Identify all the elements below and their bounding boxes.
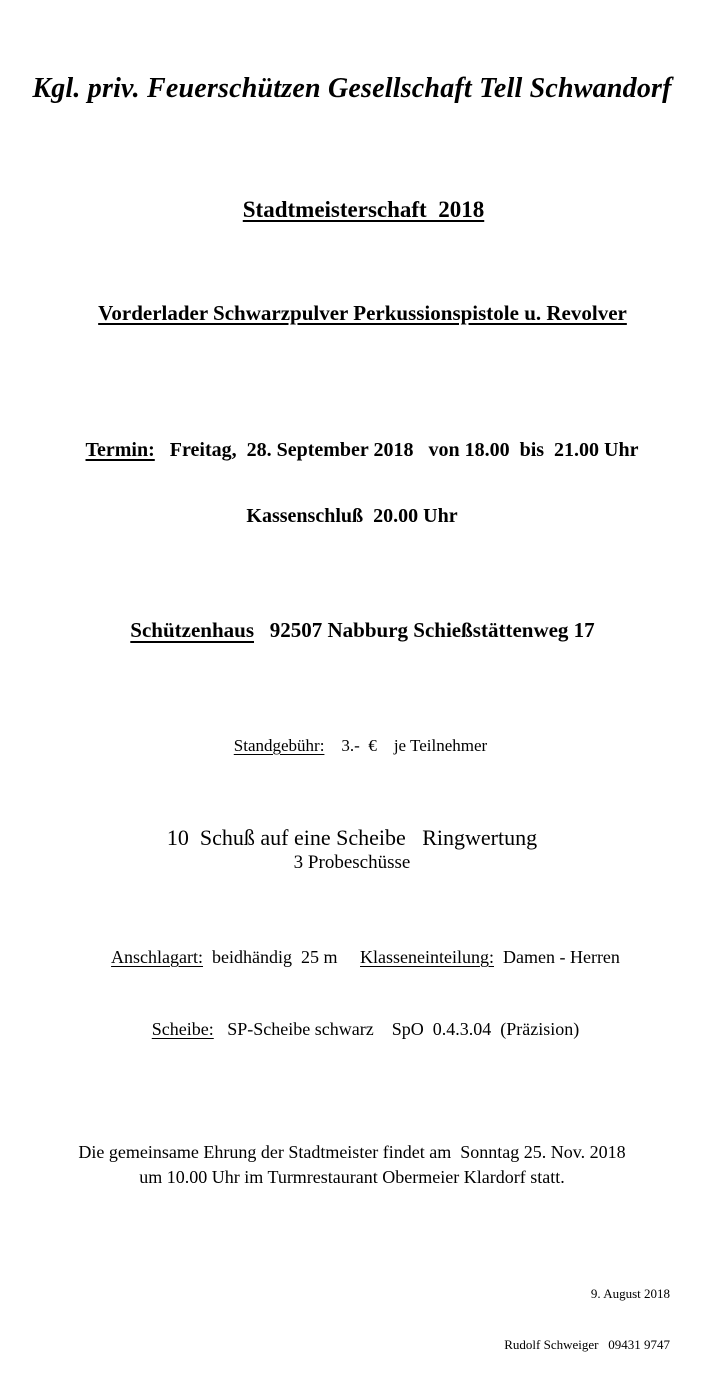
scheibe-value: SP-Scheibe schwarz SpO 0.4.3.04 (Präzision) xyxy=(213,1019,580,1039)
ehrung-paragraph xyxy=(0,1140,704,1190)
anschlagart-label: Anschlagart: xyxy=(111,947,204,967)
discipline-subtitle-text: Vorderlader Schwarzpulver Perkussionspistole u. Revolver xyxy=(98,301,627,325)
fee-line xyxy=(0,713,704,779)
document-page xyxy=(0,72,704,1352)
footer-block xyxy=(0,1251,704,1387)
club-name: Kgl. priv. Feuerschützen Gesellschaft Tell Schwandorf xyxy=(32,73,672,104)
ehrung-line-1: Die gemeinsame Ehrung der Stadtmeister findet am Sonntag 25. Nov. 2018 xyxy=(78,1142,626,1162)
anschlagart-value: beidhändig 25 m xyxy=(203,947,360,967)
footer-contact: Rudolf Schweiger 09431 9747 xyxy=(504,1337,670,1352)
termin-line xyxy=(0,411,704,489)
ehrung-line-2: um 10.00 Uhr im Turmrestaurant Obermeier Klardorf statt. xyxy=(139,1167,565,1187)
fee-label: Standgebühr: xyxy=(233,736,325,755)
venue-label: Schützenhaus xyxy=(130,618,254,642)
venue-value: 92507 Nabburg Schießstättenweg 17 xyxy=(254,618,595,642)
venue-line xyxy=(0,590,704,671)
termin-value: Freitag, 28. September 2018 von 18.00 bis 21.00 Uhr xyxy=(154,439,639,461)
discipline-subtitle xyxy=(0,274,704,352)
fee-value: 3.- € je Teilnehmer xyxy=(324,736,488,755)
conditions-line-2 xyxy=(0,993,704,1065)
probeschuesse-line: 3 Probeschüsse xyxy=(293,852,411,873)
scoring-line: 10 Schuß auf eine Scheibe Ringwertung xyxy=(166,825,538,850)
klasseneinteilung-value: Damen - Herren xyxy=(493,947,620,967)
scheibe-label: Scheibe: xyxy=(151,1019,214,1039)
championship-title-text: Stadtmeisterschaft 2018 xyxy=(242,197,485,222)
kassenschluss-line: Kassenschluß 20.00 Uhr xyxy=(246,505,458,527)
conditions-block xyxy=(0,921,704,1065)
conditions-line-1 xyxy=(0,921,704,993)
championship-title xyxy=(0,168,704,252)
termin-label: Termin: xyxy=(85,439,155,461)
klasseneinteilung-label: Klasseneinteilung: xyxy=(360,947,494,967)
footer-date: 9. August 2018 xyxy=(590,1286,670,1301)
